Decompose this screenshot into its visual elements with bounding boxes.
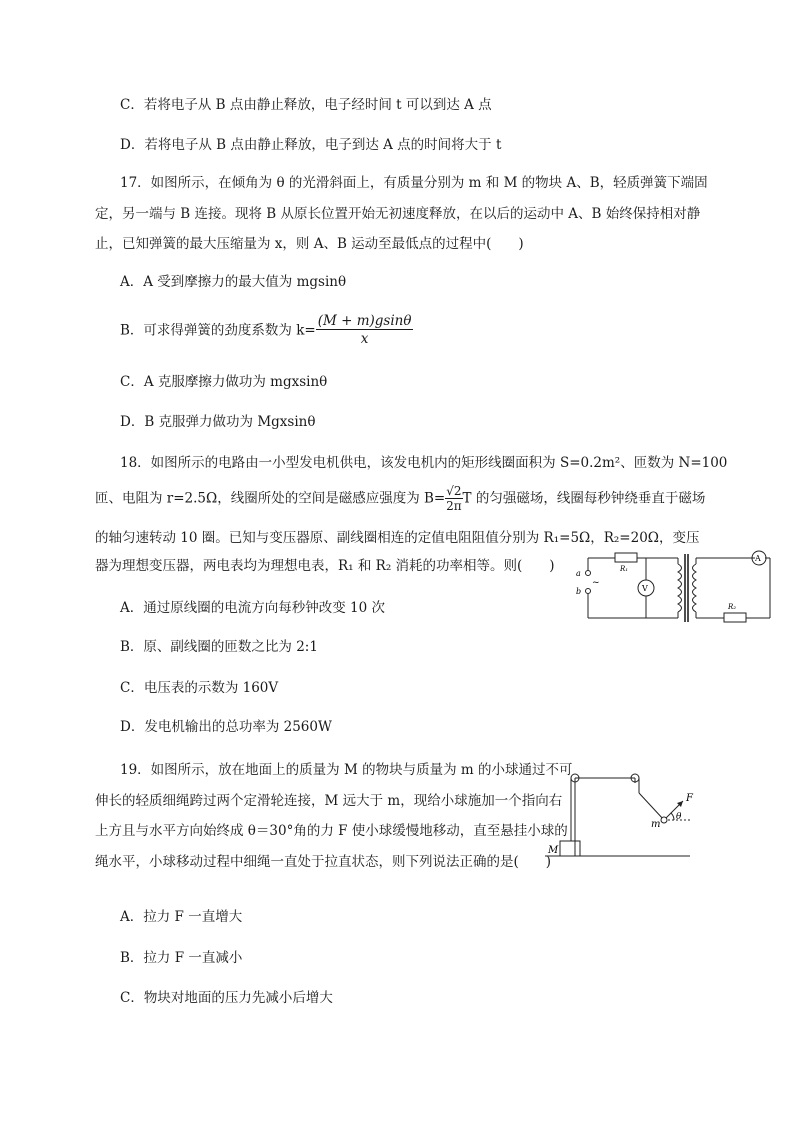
label-r1: R₁	[620, 565, 629, 573]
terminal-a	[586, 571, 591, 576]
q19-stem	[95, 755, 575, 877]
label-small-m: m	[651, 819, 661, 830]
label-r2: R₂	[728, 603, 737, 611]
label-force-f: F	[686, 793, 693, 804]
q18-stem-line3: 的轴匀速转动 10 圈。已知与变压器原、副线圈相连的定值电阻阻值分别为 R₁=5Ω，R₂=20Ω，变压	[95, 530, 700, 546]
label-terminal-b: b	[576, 587, 582, 596]
q17-stem-text: 17．如图所示，在倾角为 θ 的光滑斜面上，有质量分别为 m 和 M 的物块 A、B，轻质弹簧下端固定，另一端与 B 连接。现将 B 从原长位置开始无初速度释放，在以后的运动中 A、B 始终保持相对静止，已知弹簧的最大压缩量为 x，则 A、B 运动至最低点的过程中( )	[95, 175, 708, 252]
q18-b-numerator: √2	[446, 484, 462, 498]
q19-option-b: B．拉力 F 一直减小	[120, 950, 243, 966]
q18-option-b: B．原、副线圈的匝数之比为 2:1	[120, 639, 318, 655]
q17-spring-constant-fraction	[316, 313, 414, 348]
q18-circuit-diagram	[570, 540, 775, 625]
small-ball	[661, 817, 667, 823]
q17-option-b	[120, 313, 413, 348]
q19-option-c: C．物块对地面的压力先减小后增大	[120, 990, 333, 1006]
q17-option-c: C．A 克服摩擦力做功为 mgxsinθ	[120, 374, 328, 390]
q17-option-d: D．B 克服弹力做功为 Mgxsinθ	[120, 414, 316, 430]
q17-option-b-prefix: B．可求得弹簧的劲度系数为 k=	[120, 322, 316, 339]
q16-option-d: D．若将电子从 B 点由静止释放，电子到达 A 点的时间将大于 t	[120, 137, 502, 153]
label-big-m: M	[548, 845, 559, 856]
label-ammeter: A	[755, 554, 761, 563]
q18-option-d: D．发电机输出的总功率为 2560W	[120, 719, 332, 735]
q18-stem-line4: 器为理想变压器，两电表均为理想电表，R₁ 和 R₂ 消耗的功率相等。则( )	[95, 558, 555, 574]
q18-line2-b: T 的匀强磁场，线圈每秒钟绕垂直于磁场	[462, 490, 706, 507]
q18-b-denominator: 2π	[446, 499, 462, 513]
q17-stem	[95, 168, 710, 260]
q18-stem-line2	[95, 484, 705, 513]
label-ac-tilde: ~	[592, 578, 600, 588]
q19-option-a: A．拉力 F 一直增大	[120, 909, 243, 925]
q16-option-c: C．若将电子从 B 点由静止释放，电子经时间 t 可以到达 A 点	[120, 97, 492, 113]
label-terminal-a: a	[576, 569, 581, 578]
q17-fraction-denominator: x	[360, 331, 369, 347]
q19-pulley-diagram	[540, 765, 710, 865]
q17-option-a: A．A 受到摩擦力的最大值为 mgsinθ	[120, 274, 347, 290]
label-voltmeter: V	[642, 584, 648, 593]
q18-option-c: C．电压表的示数为 160V	[120, 680, 279, 696]
terminal-b	[586, 589, 591, 594]
label-theta: θ	[676, 812, 682, 822]
q18-stem-line1: 18．如图所示的电路由一小型发电机供电，该发电机内的矩形线圈面积为 S=0.2m²、匝数为 N=100	[120, 455, 728, 471]
q19-stem-text: 19．如图所示，放在地面上的质量为 M 的物块与质量为 m 的小球通过不可伸长的轻质细绳跨过两个定滑轮连接，M 远大于 m，现给小球施加一个指向右上方且与水平方向始终成 θ＝30°角的力 F 使小球缓慢地移动，直至悬挂小球的绳水平，小球移动过程中细绳一直处于拉直状态，则下列说法正确的是( )	[95, 762, 573, 870]
q18-line2-a: 匝、电阻为 r=2.5Ω，线圈所处的空间是磁感应强度为 B=	[95, 490, 446, 507]
q17-fraction-numerator: (M + m)gsinθ	[317, 313, 412, 329]
q18-b-fraction	[445, 484, 462, 513]
q18-option-a: A．通过原线圈的电流方向每秒钟改变 10 次	[120, 600, 386, 616]
